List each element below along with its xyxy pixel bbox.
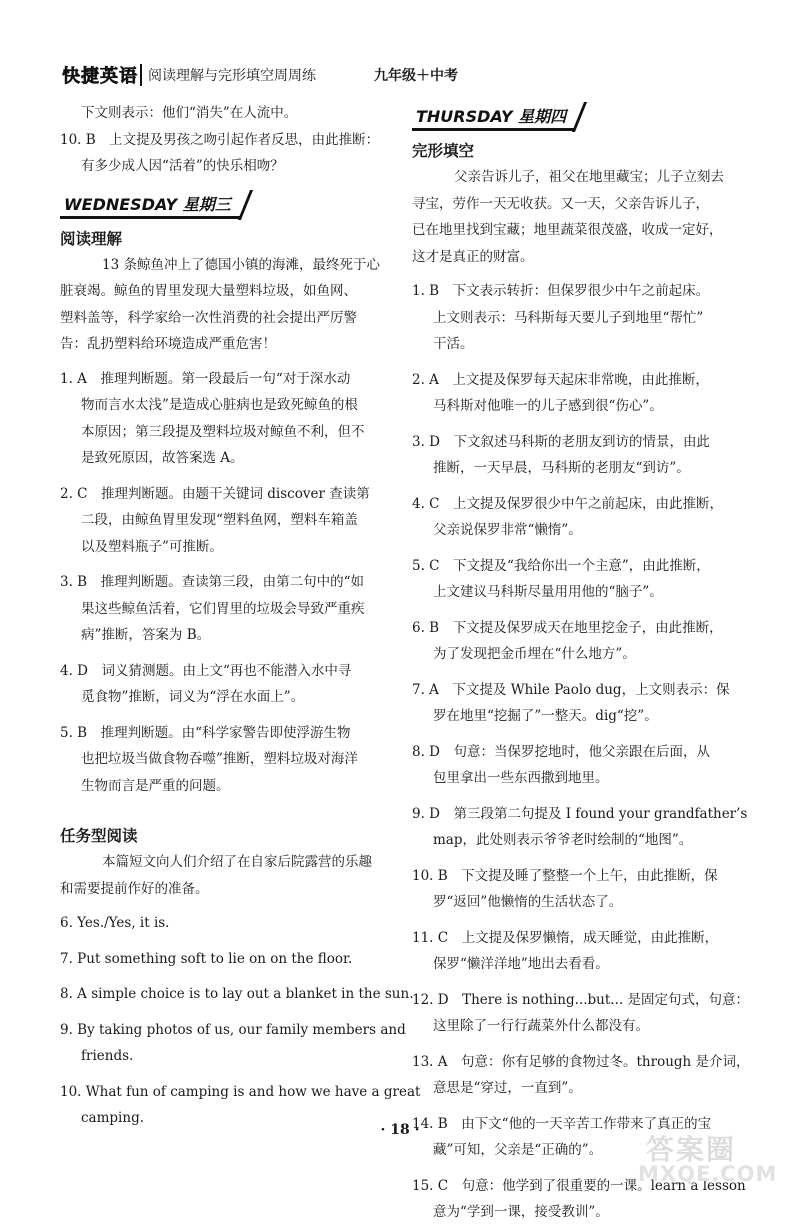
- answer-line: 马科斯对他唯一的儿子感到很“伤心”。: [433, 398, 663, 414]
- answer-line: 4. D 词义猜测题。由上文“再也不能潜入水中寻: [60, 662, 352, 679]
- answer-line: 13. A 句意：你有足够的食物过冬。through 是介词，: [412, 1053, 750, 1070]
- page-number: · 18 ·: [380, 1122, 420, 1138]
- answer-line: 是致死原因，故答案选 A。: [81, 450, 244, 466]
- answer-line: 觅食物”推断，词义为“浮在水面上”。: [81, 689, 305, 705]
- answer-line: 14. B 由下文“他的一天辛苦工作带来了真正的宝: [412, 1115, 712, 1132]
- cloze-answer-item: [412, 801, 770, 854]
- answer-line: 包里拿出一些东西撒到地里。: [433, 770, 609, 786]
- answer-line: 15. C 句意：他学到了很重要的一课。learn a lesson: [412, 1177, 746, 1194]
- answer-line: 11. C 上文提及保罗懒惰，成天睡觉，由此推断，: [412, 929, 719, 946]
- answer-line: 4. C 上文提及保罗很少中午之前起床，由此推断，: [412, 495, 724, 512]
- answer-line: 生物而言是严重的问题。: [81, 777, 230, 794]
- cloze-answer-item: [412, 553, 770, 606]
- answer-line: 10. B 下文提及睡了整整一个上午，由此推断，保: [412, 867, 718, 884]
- task-answer-item: [60, 946, 395, 973]
- answer-line: 12. D There is nothing...but... 是固定句式，句意：: [412, 991, 749, 1008]
- cloze-answer-item: [412, 278, 770, 358]
- intro-line: 已在地里找到宝藏；地里蔬菜很茂盛，收成一定好，: [412, 222, 723, 238]
- cloze-answer-item: [412, 987, 770, 1040]
- answer-line: 二段，由鲸鱼胃里发现“塑料鱼网，塑料车箱盖: [81, 512, 358, 528]
- reading-answer-item: [60, 481, 395, 561]
- answer-line: 病”推断，答案为 B。: [81, 627, 211, 643]
- answer-line: 7. Put something soft to lie on on the floor.: [60, 950, 353, 967]
- cloze-answer-list: [412, 278, 770, 1226]
- cloze-answer-item: [412, 677, 770, 730]
- intro-line: 这才是真正的财富。: [412, 248, 534, 265]
- answer-line: 5. B 推理判断题。由“科学家警告即使浮游生物: [60, 724, 351, 741]
- answer-line: 8. A simple choice is to lay out a blanket in the sun.: [60, 986, 414, 1002]
- task-answer-item: [60, 1017, 406, 1070]
- answer-line: 6. B 下文提及保罗成天在地里挖金子，由此推断，: [412, 619, 723, 636]
- day-underline: [60, 216, 240, 219]
- intro-line: 寻宝，劳作一天无收获。又一天，父亲告诉儿子，: [412, 195, 709, 212]
- cloze-answer-item: [412, 429, 770, 482]
- answer-line: 意为“学到一课，接受教训”。: [433, 1204, 609, 1220]
- day-heading-thursday: [412, 100, 770, 136]
- answer-line: 9. By taking photos of us, our family members and: [60, 1021, 406, 1038]
- cloze-answer-item: [412, 1049, 770, 1102]
- answer-line: 5. C 下文提及“我给你出一个主意”，由此推断，: [412, 557, 710, 574]
- watermark-text-top: 答案圈: [646, 1133, 737, 1166]
- answer-line: 这里除了一行行蔬菜外什么都没有。: [433, 1018, 649, 1034]
- answer-line: 8. D 句意：当保罗挖地时，他父亲跟在后面，从: [412, 743, 710, 760]
- reading-answer-item: [60, 720, 395, 800]
- day-heading-wednesday: [60, 188, 395, 224]
- watermark-text-bottom: MXQE.COM: [638, 1162, 778, 1186]
- task-answer-item: [60, 981, 414, 1008]
- cloze-answer-item: [412, 615, 770, 668]
- book-title: 阅读理解与完形填空周周练: [148, 68, 316, 84]
- answer-line: 也把垃圾当做食物吞噬”推断，塑料垃圾对海洋: [81, 751, 358, 767]
- day-slash-mark: [572, 102, 587, 132]
- answer-line: 果这些鲸鱼活着，它们胃里的垃圾会导致严重疾: [81, 600, 365, 617]
- answer-line: 上文则表示：马科斯每天要儿子到地里“帮忙”: [433, 309, 704, 326]
- answer-line: 推断，一天早晨，马科斯的老朋友“到访”。: [433, 460, 690, 476]
- answer-line: 罗“返回”他懒惰的生活状态了。: [433, 894, 623, 910]
- section-title-reading: 阅读理解: [60, 229, 123, 248]
- answer-line: map，此处则表示爷爷老时绘制的“地图”。: [433, 832, 693, 848]
- cloze-answer-item: [412, 925, 770, 978]
- page-header: [62, 60, 762, 90]
- answer-line: 9. D 第三段第二句提及 I found your grandfather’s: [412, 805, 748, 822]
- answer-line: 干活。: [433, 336, 474, 352]
- section-title-cloze: 完形填空: [412, 142, 475, 160]
- header-divider: [140, 64, 142, 86]
- answer-line: 3. D 下文叙述马科斯的老朋友到访的情景，由此: [412, 433, 710, 450]
- day-label: WEDNESDAY 星期三: [64, 194, 231, 214]
- answer-line: camping.: [81, 1110, 144, 1126]
- answer-line: 1. A 推理判断题。第一段最后一句“对于深水动: [60, 370, 351, 387]
- cloze-answer-item: [412, 367, 770, 420]
- text-line: 有多少成人因“活着”的快乐相吻？: [81, 158, 284, 174]
- intro-line: 和需要提前作好的准备。: [60, 880, 209, 897]
- answer-line: 藏”可知，父亲是“正确的”。: [433, 1142, 603, 1158]
- intro-line: 本篇短文向人们介绍了在自家后院露营的乐趣: [102, 854, 372, 870]
- reading-answer-item: [60, 658, 395, 711]
- day-slash-mark: [238, 190, 253, 220]
- text-line: 下文则表示：他们“消失”在人流中。: [81, 105, 298, 121]
- intro-line: 脏衰竭。鲸鱼的胃里发现大量塑料垃圾，如鱼网、: [60, 283, 357, 299]
- reading-answer-item: [60, 366, 395, 472]
- grade-label: 九年级＋中考: [374, 68, 458, 84]
- answer-line: 本原因；第三段提及塑料垃圾对鲸鱼不利，但不: [81, 423, 365, 440]
- answer-line: 2. A 上文提及保罗每天起床非常晚，由此推断，: [412, 371, 709, 388]
- answer-line: 父亲说保罗非常“懒惰”。: [433, 522, 582, 538]
- cloze-answer-item: [412, 739, 770, 792]
- right-column: [412, 100, 770, 1226]
- intro-line: 告：乱扔塑料给环境造成严重危害！: [60, 336, 276, 352]
- answer-line: 2. C 推理判断题。由题干关键词 discover 查读第: [60, 485, 370, 502]
- brand-logo: 快捷英语: [62, 66, 138, 87]
- intro-line: 塑料盖等，科学家给一次性消费的社会提出严厉警: [60, 309, 357, 326]
- answer-line: 3. B 推理判断题。查读第三段，由第二句中的“如: [60, 574, 364, 590]
- answer-line: 6. Yes./Yes, it is.: [60, 915, 170, 931]
- intro-line: 13 条鲸鱼冲上了德国小镇的海滩，最终死于心: [102, 256, 380, 273]
- answer-line: 以及塑料瓶子”可推断。: [81, 538, 223, 555]
- section-title-task: 任务型阅读: [60, 827, 138, 845]
- answer-line: 7. A 下文提及 While Paolo dug，上文则表示：保: [412, 681, 730, 698]
- cloze-answer-item: [412, 491, 770, 544]
- task-answer-item: [60, 910, 395, 937]
- answer-line: 1. B 下文表示转折：但保罗很少中午之前起床。: [412, 283, 710, 299]
- text-line: 10. B 上文提及男孩之吻引起作者反思，由此推断：: [60, 131, 380, 148]
- answer-line: 意思是“穿过，一直到”。: [433, 1080, 582, 1096]
- answer-line: 为了发现把金币埋在“什么地方”。: [433, 646, 636, 662]
- day-underline: [412, 128, 574, 131]
- answer-line: friends.: [81, 1048, 134, 1064]
- reading-answer-item: [60, 569, 395, 649]
- answer-line: 物而言水太浅”是造成心脏病也是致死鲸鱼的根: [81, 397, 358, 413]
- answer-line: 上文建议马科斯尽量用用他的“脑子”。: [433, 584, 663, 600]
- intro-line: 父亲告诉儿子，祖父在地里藏宝；儿子立刻去: [454, 169, 724, 185]
- reading-answer-list: [60, 366, 395, 800]
- answer-line: 10. What fun of camping is and how we have a great: [60, 1083, 421, 1100]
- watermark-logo: [636, 1128, 778, 1188]
- day-label: THURSDAY 星期四: [416, 107, 567, 126]
- answer-line: 罗在地里“挖掘了”一整天。dig“挖”。: [433, 708, 658, 724]
- answer-line: 保罗“懒洋洋地”地出去看看。: [433, 956, 609, 972]
- cloze-answer-item: [412, 863, 770, 916]
